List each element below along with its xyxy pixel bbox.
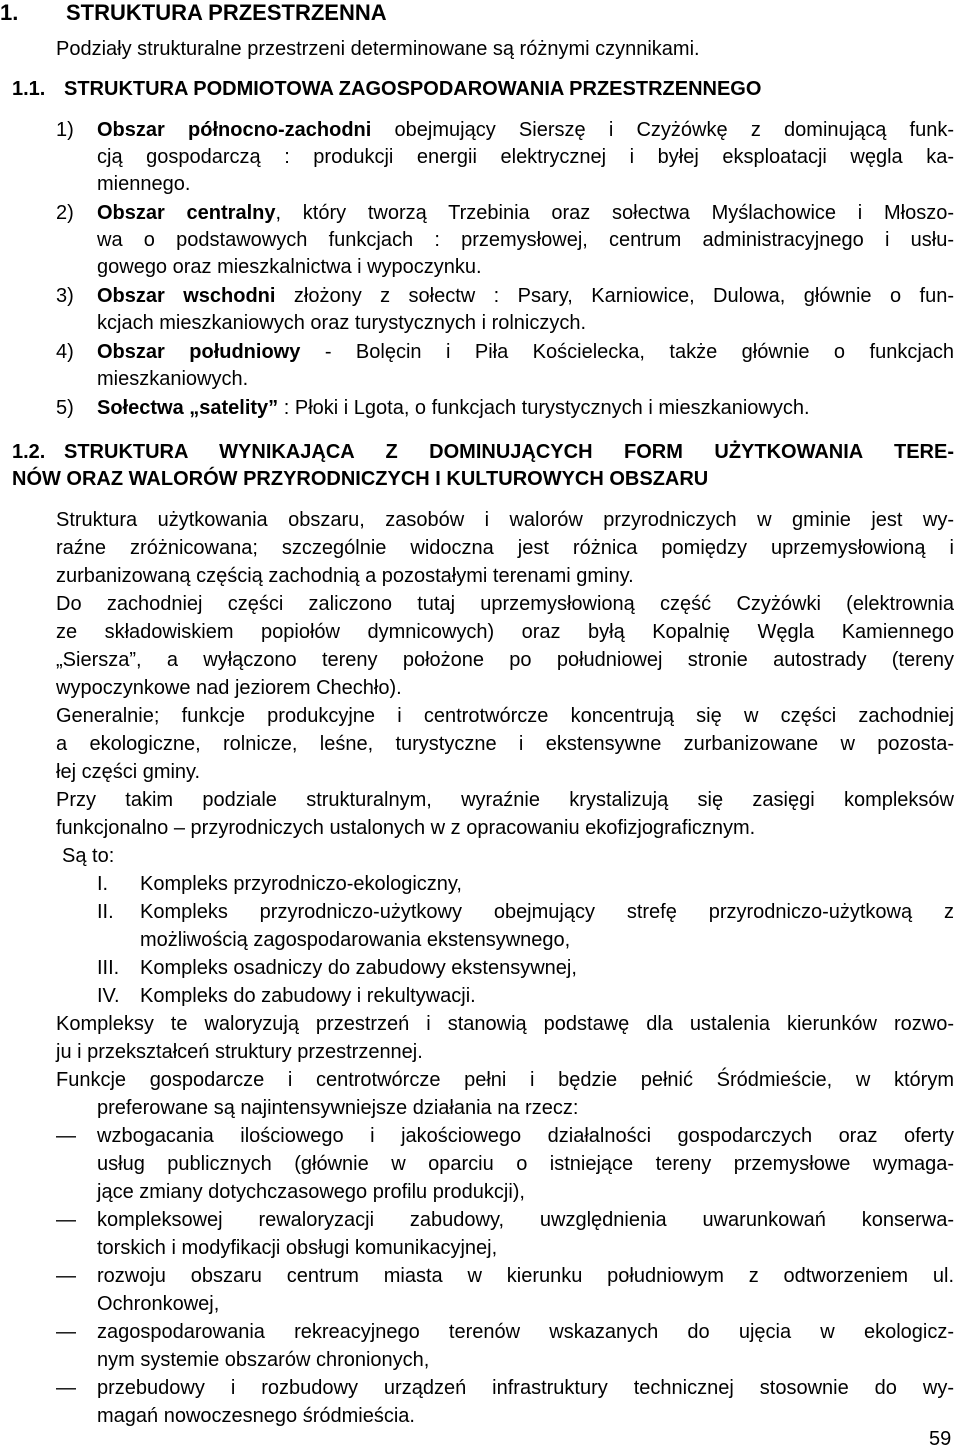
complexes-intro: Są to: — [62, 845, 115, 867]
paragraph-line: „Siersza”, a wyłączono tereny położone po południowej stronie autostrady (tereny — [56, 649, 954, 671]
area-number: 3) — [56, 285, 74, 307]
area-line: mieszkaniowych. — [97, 368, 249, 390]
bullet-line: Ochronkowej, — [97, 1293, 220, 1315]
heading-1-1-number: 1.1. — [12, 78, 46, 100]
area-name: Sołectwa „satelity” — [97, 397, 279, 419]
dash-bullet-icon: — — [56, 1265, 76, 1287]
area-name: Obszar południowy — [97, 341, 301, 363]
heading-1-2-title-line: STRUKTURA WYNIKAJĄCA Z DOMINUJĄCYCH FORM UŻYTKOWANIA TERE- — [64, 441, 954, 463]
paragraph-line: ju i przekształceń struktury przestrzennej. — [56, 1041, 423, 1063]
bullet-line: kompleksowej rewaloryzacji zabudowy, uwzględnienia uwarunkowań konserwa- — [97, 1209, 954, 1231]
bullet-line: magań nowoczesnego śródmieścia. — [97, 1405, 415, 1427]
paragraph-line: Do zachodniej części zaliczono tutaj uprzemysłowioną część Czyżówki (elektrownia — [56, 593, 954, 615]
area-name: Obszar centralny — [97, 202, 276, 224]
area-line: Obszar południowy - Bolęcin i Piła Kościelecka, także głównie o funkcjach — [97, 341, 955, 363]
area-name: Obszar północno-zachodni — [97, 119, 372, 141]
dash-bullet-icon: — — [56, 1125, 76, 1147]
dash-bullet-icon: — — [56, 1377, 76, 1399]
paragraph-line: Funkcje gospodarcze i centrotwórcze pełni i będzie pełnić Śródmieście, w którym — [56, 1069, 954, 1091]
bullet-line: rozwoju obszaru centrum miasta w kierunku południowym z odtworzeniem ul. — [97, 1265, 954, 1287]
area-line: cją gospodarczą : produkcji energii elektrycznej i byłej eksploatacji węgla ka- — [97, 146, 954, 168]
paragraph-line: łej części gminy. — [56, 761, 201, 783]
paragraph-line: Przy takim podziale strukturalnym, wyraźnie krystalizują się zasięgi kompleksów — [56, 789, 954, 811]
complex-number: IV. — [97, 985, 120, 1007]
paragraph-line: raźne zróżnicowana; szczególnie widoczna jest różnica pomiędzy uprzemysłowioną i — [56, 537, 954, 559]
paragraph-line: funkcjonalno – przyrodniczych ustalonych w z opracowaniu ekofizjograficznym. — [56, 817, 756, 839]
bullet-line: torskich i modyfikacji obsługi komunikacyjnej, — [97, 1237, 498, 1259]
paragraph-line: Struktura użytkowania obszaru, zasobów i walorów przyrodniczych w gminie jest wy- — [56, 509, 954, 531]
area-line: Obszar wschodni złożony z sołectw : Psary, Karniowice, Dulowa, głównie o fun- — [97, 285, 954, 307]
page-number: 59 — [929, 1428, 952, 1450]
area-number: 1) — [56, 119, 74, 141]
dash-bullet-icon: — — [56, 1209, 76, 1231]
bullet-line: jące zmiany dotychczasowego profilu produkcji), — [97, 1181, 525, 1203]
paragraph-line: preferowane są najintensywniejsze działania na rzecz: — [97, 1097, 579, 1119]
area-line: Obszar centralny, który tworzą Trzebinia oraz sołectwa Myślachowice i Młoszo- — [97, 202, 954, 224]
complex-line: możliwością zagospodarowania ekstensywnego, — [140, 929, 571, 951]
paragraph-line: ze składowiskiem popiołów dymnicowych) oraz byłą Kopalnię Węgla Kamiennego — [56, 621, 954, 643]
bullet-line: usług publicznych (głównie w oparciu o istniejące tereny przemysłowe wymaga- — [97, 1153, 954, 1175]
paragraph-line: a ekologiczne, rolnicze, leśne, turystyczne i ekstensywne zurbanizowane w pozosta- — [56, 733, 954, 755]
area-line: kcjach mieszkaniowych oraz turystycznych i rolniczych. — [97, 312, 587, 334]
complex-line: Kompleks osadniczy do zabudowy ekstensywnej, — [140, 957, 577, 979]
bullet-line: nym systemie obszarów chronionych, — [97, 1349, 430, 1371]
bullet-line: przebudowy i rozbudowy urządzeń infrastruktury technicznej stosownie do wy- — [97, 1377, 954, 1399]
complex-line: Kompleks przyrodniczo-użytkowy obejmujący strefę przyrodniczo-użytkową z — [140, 901, 954, 923]
bullet-line: wzbogacania ilościowego i jakościowego działalności gospodarczych oraz oferty — [97, 1125, 954, 1147]
complex-number: I. — [97, 873, 109, 895]
area-number: 5) — [56, 397, 74, 419]
heading-1-title: STRUKTURA PRZESTRZENNA — [66, 0, 387, 25]
heading-1-2-title-line: NÓW ORAZ WALORÓW PRZYRODNICZYCH I KULTUROWYCH OBSZARU — [12, 468, 709, 490]
area-number: 2) — [56, 202, 74, 224]
paragraph-line: zurbanizowaną częścią zachodnią a pozostałymi terenami gminy. — [56, 565, 634, 587]
area-number: 4) — [56, 341, 74, 363]
complex-number: II. — [97, 901, 114, 923]
intro-text: Podziały strukturalne przestrzeni determinowane są różnymi czynnikami. — [56, 38, 700, 60]
area-line: miennego. — [97, 173, 191, 195]
complex-line: Kompleks przyrodniczo-ekologiczny, — [140, 873, 462, 895]
area-name: Obszar wschodni — [97, 285, 276, 307]
bullet-line: zagospodarowania rekreacyjnego terenów wskazanych do ujęcia w ekologicz- — [97, 1321, 954, 1343]
heading-1-1-title: STRUKTURA PODMIOTOWA ZAGOSPODAROWANIA PRZESTRZENNEGO — [64, 78, 762, 100]
area-line: wa o podstawowych funkcjach : przemysłowej, centrum administracyjnego i usłu- — [97, 229, 954, 251]
heading-1-number: 1. — [0, 0, 19, 25]
paragraph-line: Kompleksy te waloryzują przestrzeń i stanowią podstawę dla ustalenia kierunków rozwo- — [56, 1013, 954, 1035]
dash-bullet-icon: — — [56, 1321, 76, 1343]
paragraph-line: Generalnie; funkcje produkcyjne i centrotwórcze koncentrują się w części zachodniej — [56, 705, 954, 727]
area-line: gowego oraz mieszkalnictwa i wypoczynku. — [97, 256, 482, 278]
heading-1-2-number: 1.2. — [12, 441, 46, 463]
complex-line: Kompleks do zabudowy i rekultywacji. — [140, 985, 476, 1007]
complex-number: III. — [97, 957, 120, 979]
area-line: Sołectwa „satelity” : Płoki i Lgota, o funkcjach turystycznych i mieszkaniowych. — [97, 397, 810, 419]
paragraph-line: wypoczynkowe nad jeziorem Chechło). — [56, 677, 402, 699]
area-line: Obszar północno-zachodni obejmujący Sierszę i Czyżówkę z dominującą funk- — [97, 119, 954, 141]
